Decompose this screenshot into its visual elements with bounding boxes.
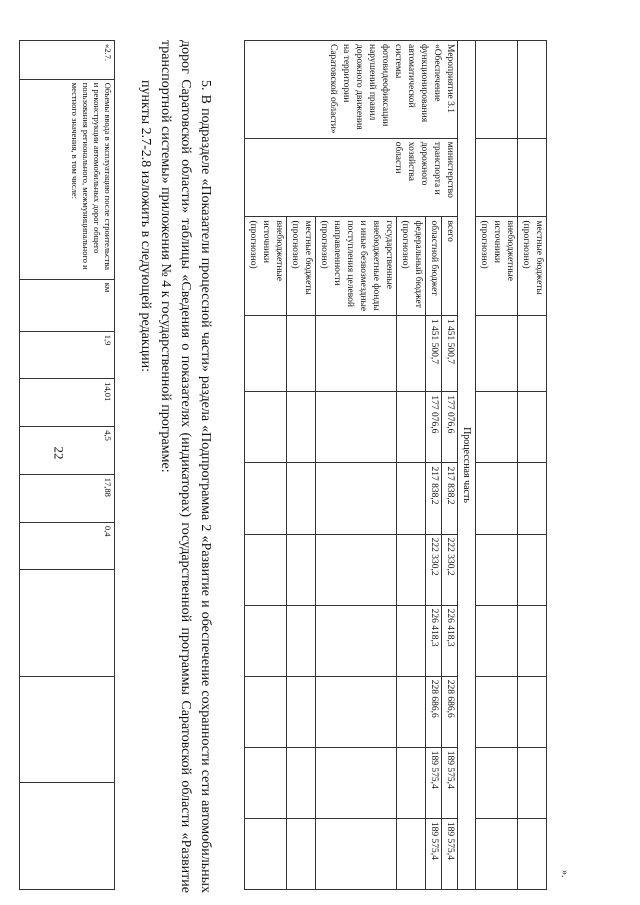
- source-cell: местные бюджеты (прогнозно): [287, 217, 316, 315]
- source-cell: областной бюджет: [426, 217, 442, 315]
- amount-cell: 189 575,4: [442, 818, 458, 889]
- source-cell: всего: [442, 217, 458, 315]
- page-number: 22: [51, 446, 67, 460]
- amount-cell: [397, 605, 426, 676]
- row-number: «2.7.: [20, 41, 115, 80]
- amount-cell: 177 076,6: [426, 392, 442, 463]
- amount-cell: [245, 676, 287, 747]
- amount-cell: [287, 534, 316, 605]
- amount-cell: [316, 463, 397, 534]
- event-executor: министерство транспорта и дорожного хозяйства области: [245, 138, 458, 217]
- value-cell: 14,01: [20, 379, 115, 427]
- amount-cell: [518, 747, 547, 818]
- amount-cell: [476, 463, 518, 534]
- amount-cell: [476, 534, 518, 605]
- source-cell: государственные внебюджетные фонды и иные безвозмездные поступления целевой направленности (прогнозно): [316, 217, 397, 315]
- amount-cell: 189 575,4: [426, 747, 442, 818]
- amount-cell: 177 076,6: [442, 392, 458, 463]
- amount-cell: 226 418,3: [442, 605, 458, 676]
- source-cell: местные бюджеты (прогнозно): [518, 217, 547, 315]
- amount-cell: [245, 605, 287, 676]
- amount-cell: [316, 676, 397, 747]
- amount-cell: [397, 676, 426, 747]
- amount-cell: 228 686,6: [442, 676, 458, 747]
- value-cell: [20, 783, 115, 890]
- amount-cell: [518, 676, 547, 747]
- amount-cell: [245, 818, 287, 889]
- amount-cell: [397, 392, 426, 463]
- indicator-name: Объемы ввода в эксплуатацию после строительства и реконструкции автомобильных дорог общего пользования регионального, межмуниципального и местного значения, в том числе:: [20, 79, 115, 279]
- amount-cell: 1 451 500,7: [426, 315, 442, 392]
- value-cell: 4,5: [20, 427, 115, 474]
- amount-cell: [518, 315, 547, 392]
- amount-cell: [316, 315, 397, 392]
- amount-cell: 222 330,2: [426, 534, 442, 605]
- source-cell: внебюджетные источники (прогнозно): [245, 217, 287, 315]
- amount-cell: [287, 463, 316, 534]
- section-row: [458, 41, 476, 890]
- amount-cell: [476, 605, 518, 676]
- amount-cell: [287, 392, 316, 463]
- amount-cell: [518, 605, 547, 676]
- amount-cell: [316, 392, 397, 463]
- value-cell: 17,88: [20, 474, 115, 522]
- amount-cell: [518, 463, 547, 534]
- table-row: [442, 41, 458, 890]
- amount-cell: [476, 676, 518, 747]
- amount-cell: 222 330,2: [442, 534, 458, 605]
- amount-cell: [245, 534, 287, 605]
- funding-table: [244, 40, 547, 890]
- amount-cell: [316, 534, 397, 605]
- table-row: [476, 41, 518, 890]
- amount-cell: [287, 747, 316, 818]
- amount-cell: 226 418,3: [426, 605, 442, 676]
- amount-cell: [316, 818, 397, 889]
- amount-cell: 1 451 500,7: [442, 315, 458, 392]
- amount-cell: 217 838,2: [442, 463, 458, 534]
- amount-cell: [245, 315, 287, 392]
- paragraph-text: 5. В подразделе «Показатели процессной части» раздела «Подпрограмма 2 «Развитие и обеспечение сохранности сети автомобильных дорог Саратовской области» таблицы «Сведения о показателях (индикаторах) государственной программы Саратовской области «Развитие транспортной системы» приложения № 4 к государственной программе:: [158, 40, 213, 893]
- amount-cell: [245, 747, 287, 818]
- amendment-paragraph: [135, 40, 215, 893]
- amount-cell: [518, 818, 547, 889]
- amount-cell: [397, 315, 426, 392]
- amount-cell: [316, 605, 397, 676]
- amount-cell: 189 575,4: [442, 747, 458, 818]
- event-name: Мероприятие 3.1 «Обеспечение функционирования автоматической системы фотовидеофиксации нарушений правил дорожного движения на территории Саратовской области»: [245, 41, 458, 139]
- amount-cell: [245, 463, 287, 534]
- source-cell: федеральный бюджет (прогнозно): [397, 217, 426, 315]
- amount-cell: [287, 676, 316, 747]
- amount-cell: [518, 392, 547, 463]
- indicators-table: [19, 40, 115, 890]
- amount-cell: [397, 534, 426, 605]
- paragraph-text: пункты 2.7-2.8 изложить в следующей редакции:: [138, 80, 153, 373]
- amount-cell: [245, 392, 287, 463]
- amount-cell: [476, 818, 518, 889]
- amount-cell: 217 838,2: [426, 463, 442, 534]
- amount-cell: [287, 818, 316, 889]
- amount-cell: [397, 747, 426, 818]
- amount-cell: [518, 534, 547, 605]
- amount-cell: [287, 315, 316, 392]
- amount-cell: 189 575,4: [426, 818, 442, 889]
- amount-cell: [397, 818, 426, 889]
- amount-cell: [287, 605, 316, 676]
- value-cell: [20, 570, 115, 677]
- table-row: [518, 41, 547, 890]
- unit-cell: км: [20, 279, 115, 331]
- amount-cell: 228 686,6: [426, 676, 442, 747]
- amount-cell: [397, 463, 426, 534]
- section-label: Процессная часть: [458, 41, 476, 890]
- value-cell: 0,4: [20, 522, 115, 569]
- source-cell: внебюджетные источники (прогнозно): [476, 217, 518, 315]
- amount-cell: [476, 747, 518, 818]
- value-cell: 1,9: [20, 331, 115, 378]
- table-row: [20, 41, 115, 890]
- closing-quote: ».: [559, 870, 570, 878]
- value-cell: [20, 676, 115, 783]
- amount-cell: [476, 315, 518, 392]
- amount-cell: [316, 747, 397, 818]
- amount-cell: [476, 392, 518, 463]
